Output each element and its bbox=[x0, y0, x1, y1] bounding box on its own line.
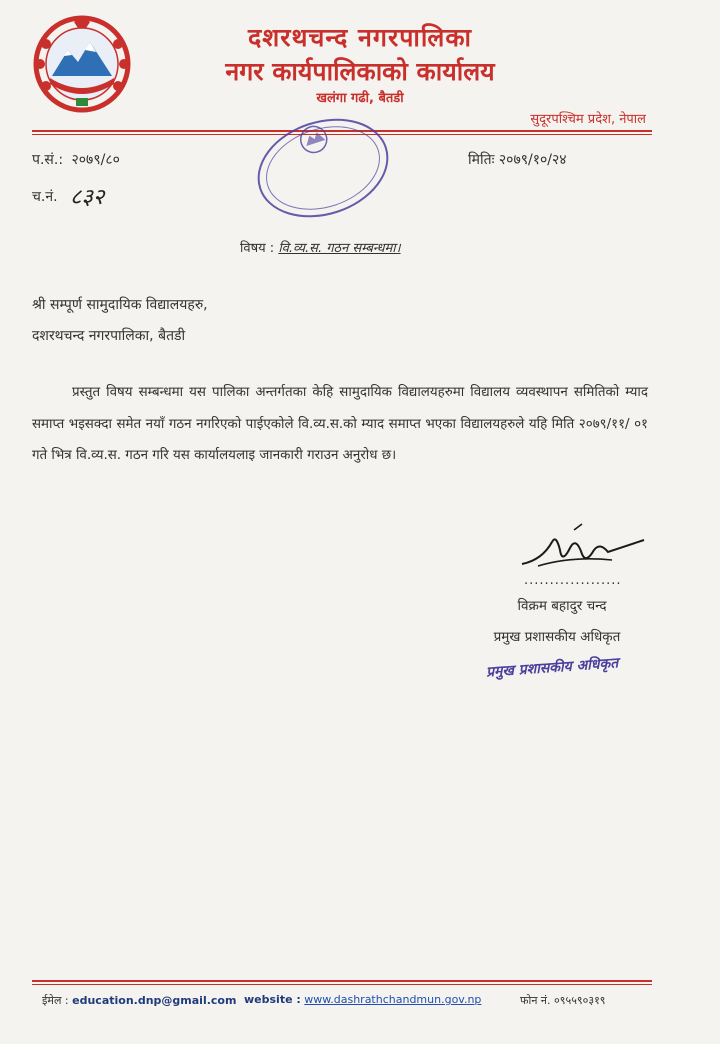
municipality-name: दशरथचन्द नगरपालिका bbox=[247, 23, 472, 52]
signatory-title-row bbox=[0, 627, 642, 645]
municipality-emblem-logo bbox=[30, 14, 134, 114]
title-rubber-stamp: प्रमुख प्रशासकीय अधिकृत bbox=[485, 655, 619, 681]
letter-subject bbox=[240, 238, 401, 256]
reference-number bbox=[32, 150, 120, 169]
subject-label: विषय : bbox=[240, 241, 275, 256]
dispatch-value: ८३२ bbox=[70, 185, 105, 210]
dispatch-number bbox=[32, 181, 104, 211]
signatory-title: प्रमुख प्रशासकीय अधिकृत bbox=[493, 629, 621, 645]
handwritten-signature bbox=[512, 520, 652, 580]
addressee-line-1: श्री सम्पूर्ण सामुदायिक विद्यालयहरु, bbox=[32, 297, 208, 313]
date-value: २०७९/१०/२४ bbox=[498, 152, 567, 168]
footer-website bbox=[244, 993, 481, 1006]
email-address[interactable]: education.dnp@gmail.com bbox=[72, 994, 237, 1007]
office-address: खलंगा गढी, बैतडी bbox=[316, 91, 404, 106]
phone-number: ०९५५९०३१९ bbox=[554, 994, 606, 1007]
letter-body-paragraph: प्रस्तुत विषय सम्बन्धमा यस पालिका अन्तर्गतका केहि सामुदायिक विद्यालयहरुमा विद्यालय व्यवस्थापन समितिको म्याद समाप्त भइसक्दा समेत नयाँ गठन नगरिएको पाईएकोले वि.व्य.स.को म्याद समाप्त भएका विद्यालयहरुले यहि मिति २०७९/११/ ०१ गते भित्र वि.व्य.स. गठन गरि यस कार्यालयलाइ जानकारी गराउन अनुरोध छ। bbox=[32, 385, 648, 463]
province-name: सुदूरपश्चिम प्रदेश, नेपाल bbox=[530, 112, 646, 127]
website-label: website : bbox=[244, 993, 301, 1006]
website-link[interactable]: www.dashrathchandmun.gov.np bbox=[304, 993, 482, 1006]
footer-divider bbox=[32, 980, 652, 985]
office-stamp bbox=[248, 108, 398, 228]
letter-date bbox=[468, 150, 567, 169]
subject-text: वि.व्य.स. गठन सम्बन्धमा। bbox=[278, 241, 401, 256]
phone-label: फोन नं. bbox=[520, 994, 551, 1007]
office-name: नगर कार्यपालिकाको कार्यालय bbox=[225, 57, 495, 86]
footer-email bbox=[42, 993, 236, 1008]
signatory-name-row bbox=[0, 596, 642, 614]
footer-phone bbox=[520, 993, 606, 1008]
dispatch-label: च.नं. bbox=[32, 189, 58, 205]
signatory-name: विक्रम बहादुर चन्द bbox=[517, 598, 607, 614]
signature-line: ................... bbox=[524, 573, 622, 588]
addressee-line-2: दशरथचन्द नगरपालिका, बैतडी bbox=[32, 328, 186, 344]
reference-value: २०७९/८० bbox=[71, 152, 120, 168]
date-label: मितिः bbox=[468, 152, 495, 168]
reference-label: प.सं.: bbox=[32, 152, 64, 168]
email-label: ईमेल : bbox=[42, 994, 69, 1007]
